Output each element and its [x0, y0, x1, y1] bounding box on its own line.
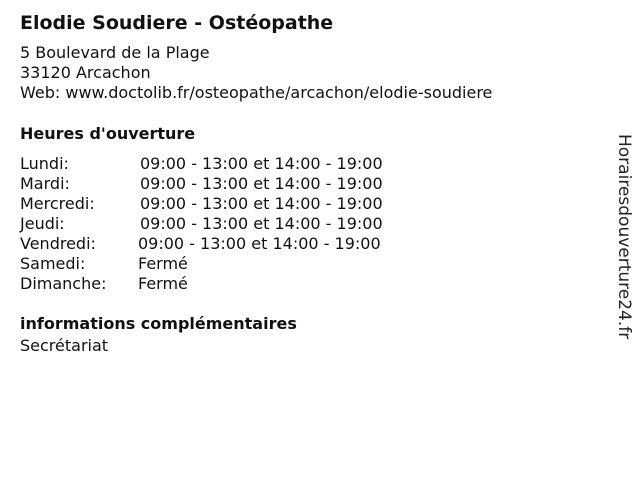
hours-day-label: Samedi: — [20, 254, 86, 273]
hours-day-label: Dimanche: — [20, 274, 107, 293]
hours-time-value: 09:00 - 13:00 et 14:00 - 19:00 — [140, 174, 383, 193]
hours-time-value: 09:00 - 13:00 et 14:00 - 19:00 — [140, 194, 383, 213]
hours-day-label: Vendredi: — [20, 234, 96, 253]
hours-time-value: 09:00 - 13:00 et 14:00 - 19:00 — [138, 234, 381, 253]
hours-day-label: Jeudi: — [20, 214, 65, 233]
hours-day-label: Lundi: — [20, 154, 69, 173]
site-watermark: Horairesdouverture24.fr — [614, 134, 634, 340]
hours-time-value: 09:00 - 13:00 et 14:00 - 19:00 — [140, 154, 383, 173]
hours-day-label: Mardi: — [20, 174, 70, 193]
hours-time-value: Fermé — [138, 274, 188, 293]
hours-time-value: 09:00 - 13:00 et 14:00 - 19:00 — [140, 214, 383, 233]
hours-time-value: Fermé — [138, 254, 188, 273]
additional-info-text: Secrétariat — [20, 336, 109, 355]
address-city: 33120 Arcachon — [20, 63, 151, 82]
website-link[interactable]: Web: www.doctolib.fr/osteopathe/arcachon/elodie-soudiere — [20, 83, 493, 102]
address-block — [20, 43, 492, 103]
opening-hours-heading: Heures d'ouverture — [20, 124, 196, 143]
hours-day-label: Mercredi: — [20, 194, 95, 213]
address-street: 5 Boulevard de la Plage — [20, 43, 210, 62]
additional-info-heading: informations complémentaires — [20, 314, 297, 333]
page-title: Elodie Soudiere - Ostéopathe — [20, 12, 334, 34]
